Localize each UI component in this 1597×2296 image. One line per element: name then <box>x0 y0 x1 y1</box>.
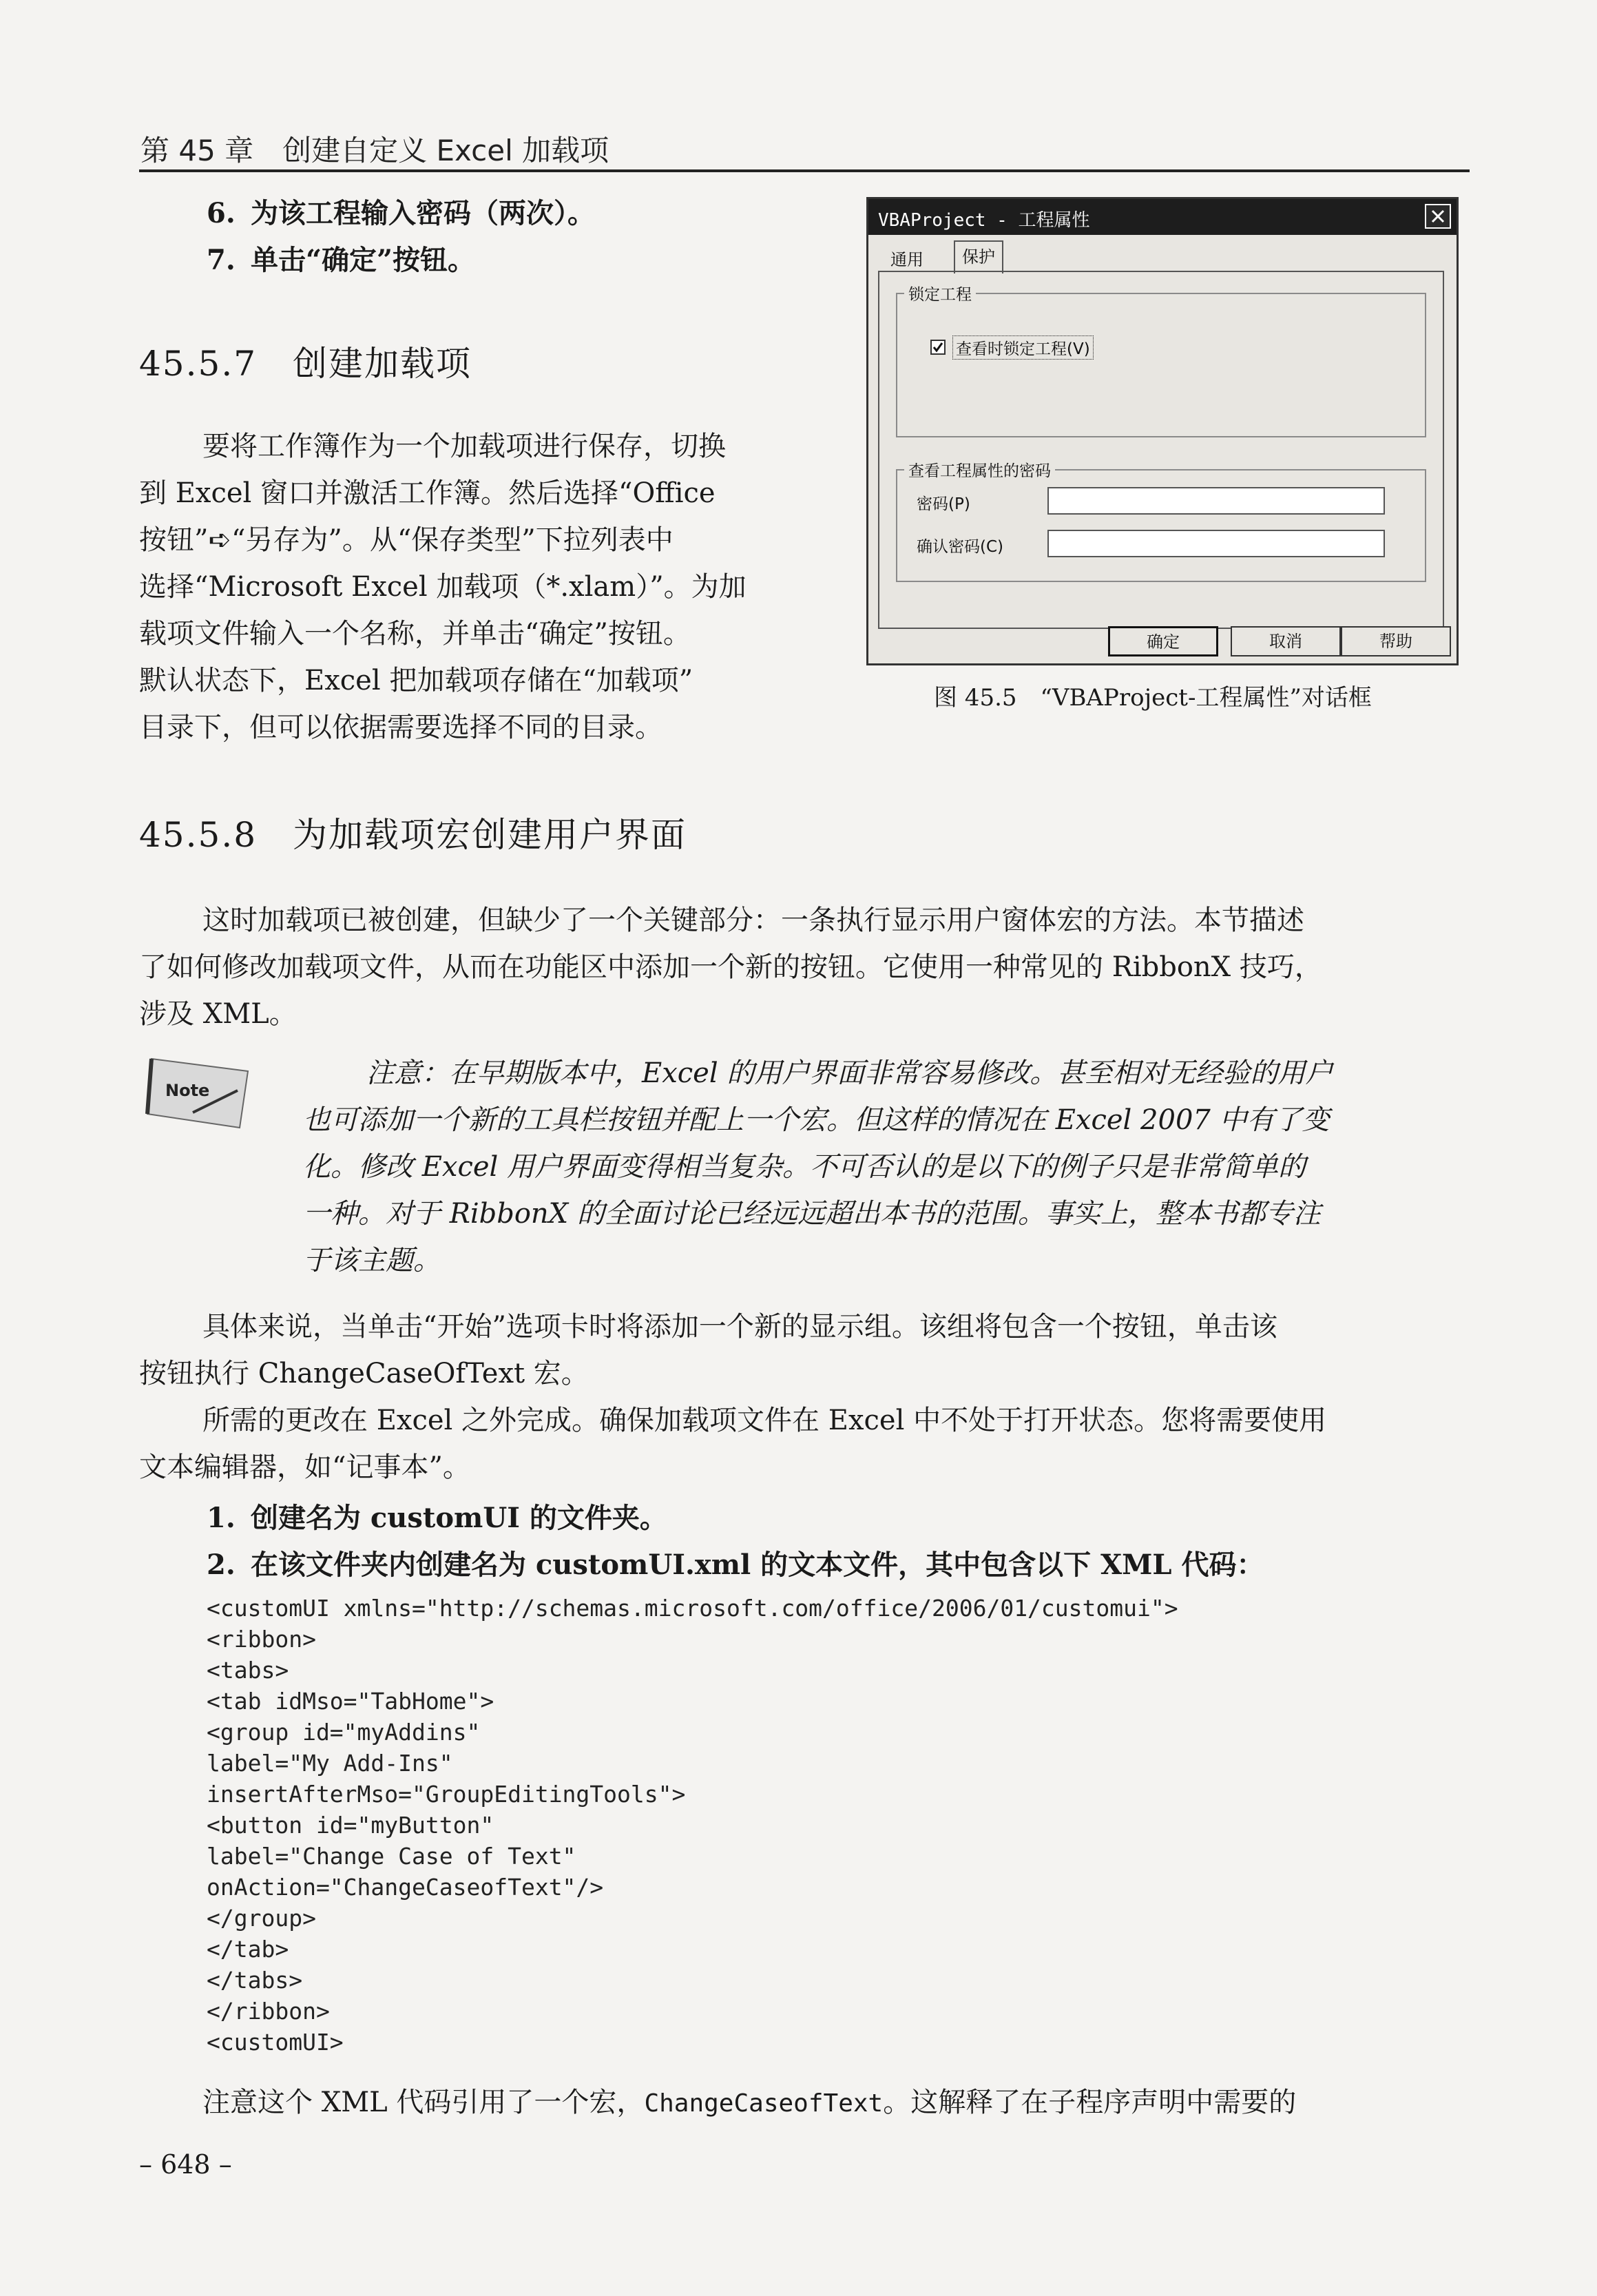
note-paragraph: 注意：在早期版本中，Excel 的用户界面非常容易修改。甚至相对无经验的用户 也可添加一个新的工具栏按钮并配上一个宏。但这样的情况在 Excel 2007 中有了变 化。修改 Excel 用户界面变得相当复杂。不可否认的是以下的例子只是非常简单的 一种。对于 RibbonX 的全面讨论已经远远超出本书的范围。事实上，整本书都专注 于该主题。 <box>303 1057 1333 1276</box>
code-line: insertAfterMso="GroupEditingTools"> <box>207 1781 686 1808</box>
step-6: 6. 为该工程输入密码（两次）。 <box>207 197 595 229</box>
note-icon <box>145 1051 255 1133</box>
step-2: 2. 在该文件夹内创建名为 customUI.xml 的文本文件，其中包含以下 XML 代码： <box>207 1549 1264 1581</box>
password-label: 密码(P) <box>917 495 970 513</box>
step-1: 1. 创建名为 customUI 的文件夹。 <box>207 1502 667 1534</box>
close-button[interactable] <box>1425 204 1451 229</box>
section2-paragraph-3: 所需的更改在 Excel 之外完成。确保加载项文件在 Excel 中不处于打开状态。您将需要使用 文本编辑器，如“记事本”。 <box>139 1405 1327 1483</box>
ok-button[interactable]: 确定 <box>1108 626 1218 656</box>
code-line: <button id="myButton" <box>207 1812 494 1839</box>
code-line: </group> <box>207 1905 316 1932</box>
password-input[interactable] <box>1047 487 1385 515</box>
password-group <box>896 469 1426 582</box>
page-number: – 648 – <box>139 2149 232 2180</box>
dialog-title: VBAProject - 工程属性 <box>878 210 1090 231</box>
running-header <box>139 125 1470 172</box>
chapter-title: 第 45 章 创建自定义 Excel 加载项 <box>140 134 609 167</box>
confirm-password-input[interactable] <box>1047 530 1385 557</box>
cancel-button[interactable]: 取消 <box>1231 626 1341 656</box>
figure-caption: 图 45.5 “VBAProject-工程属性”对话框 <box>934 684 1372 712</box>
code-line: <customUI xmlns="http://schemas.microsoft.com/office/2006/01/customui"> <box>207 1595 1178 1622</box>
tab-general[interactable]: 通用 <box>890 250 923 269</box>
checkmark-icon <box>932 342 943 353</box>
xml-code-block <box>207 1593 1178 2058</box>
note-icon-label: Note <box>165 1081 210 1100</box>
help-button[interactable]: 帮助 <box>1341 626 1451 656</box>
code-line: <ribbon> <box>207 1626 316 1653</box>
lock-project-group <box>896 293 1426 437</box>
section2-paragraph-2: 具体来说，当单击“开始”选项卡时将添加一个新的显示组。该组将包含一个按钮，单击该 按钮执行 ChangeCaseOfText 宏。 <box>139 1311 1277 1389</box>
close-icon <box>1431 209 1445 223</box>
tab-protection[interactable]: 保护 <box>954 240 1003 273</box>
code-line: label="Change Case of Text" <box>207 1843 576 1870</box>
code-line: label="My Add-Ins" <box>207 1750 453 1777</box>
dialog-titlebar <box>868 199 1457 235</box>
code-line: </ribbon> <box>207 1998 330 2025</box>
section1-paragraph: 要将工作簿作为一个加载项进行保存，切换 到 Excel 窗口并激活工作簿。然后选择“Office 按钮”➪“另存为”。从“保存类型”下拉列表中 选择“Microsoft Excel 加载项（*.xlam）”。为加 载项文件输入一个名称，并单击“确定”按钮。 默认状态下，Excel 把加载项存储在“加载项” 目录下，但可以依据需要选择不同的目录。 <box>139 431 747 743</box>
password-group-label: 查看工程属性的密码 <box>904 458 1055 481</box>
code-line: </tab> <box>207 1936 289 1963</box>
code-line: onAction="ChangeCaseofText"/> <box>207 1874 604 1901</box>
code-line: <tabs> <box>207 1657 289 1684</box>
lock-project-checkbox-label[interactable]: 查看时锁定工程(V) <box>952 335 1094 360</box>
lock-project-group-label: 锁定工程 <box>904 282 976 304</box>
vbaproject-properties-dialog <box>866 197 1459 665</box>
lock-project-checkbox[interactable] <box>930 340 946 355</box>
step-7: 7. 单击“确定”按钮。 <box>207 244 476 276</box>
confirm-password-label: 确认密码(C) <box>917 538 1004 556</box>
section-title-45-5-7: 45.5.7 创建加载项 <box>139 344 472 384</box>
code-line: <customUI> <box>207 2029 344 2056</box>
closing-paragraph: 注意这个 XML 代码引用了一个宏，ChangeCaseofText。这解释了在子程序声明中需要的 <box>202 2087 1297 2118</box>
section2-paragraph-1: 这时加载项已被创建，但缺少了一个关键部分：一条执行显示用户窗体宏的方法。本节描述 了如何修改加载项文件，从而在功能区中添加一个新的按钮。它使用一种常见的 RibbonX 技巧， 涉及 XML。 <box>139 904 1322 1030</box>
code-line: </tabs> <box>207 1967 303 1994</box>
code-line: <tab idMso="TabHome"> <box>207 1688 494 1715</box>
code-line: <group id="myAddins" <box>207 1719 481 1746</box>
section-title-45-5-8: 45.5.8 为加载项宏创建用户界面 <box>139 815 687 855</box>
